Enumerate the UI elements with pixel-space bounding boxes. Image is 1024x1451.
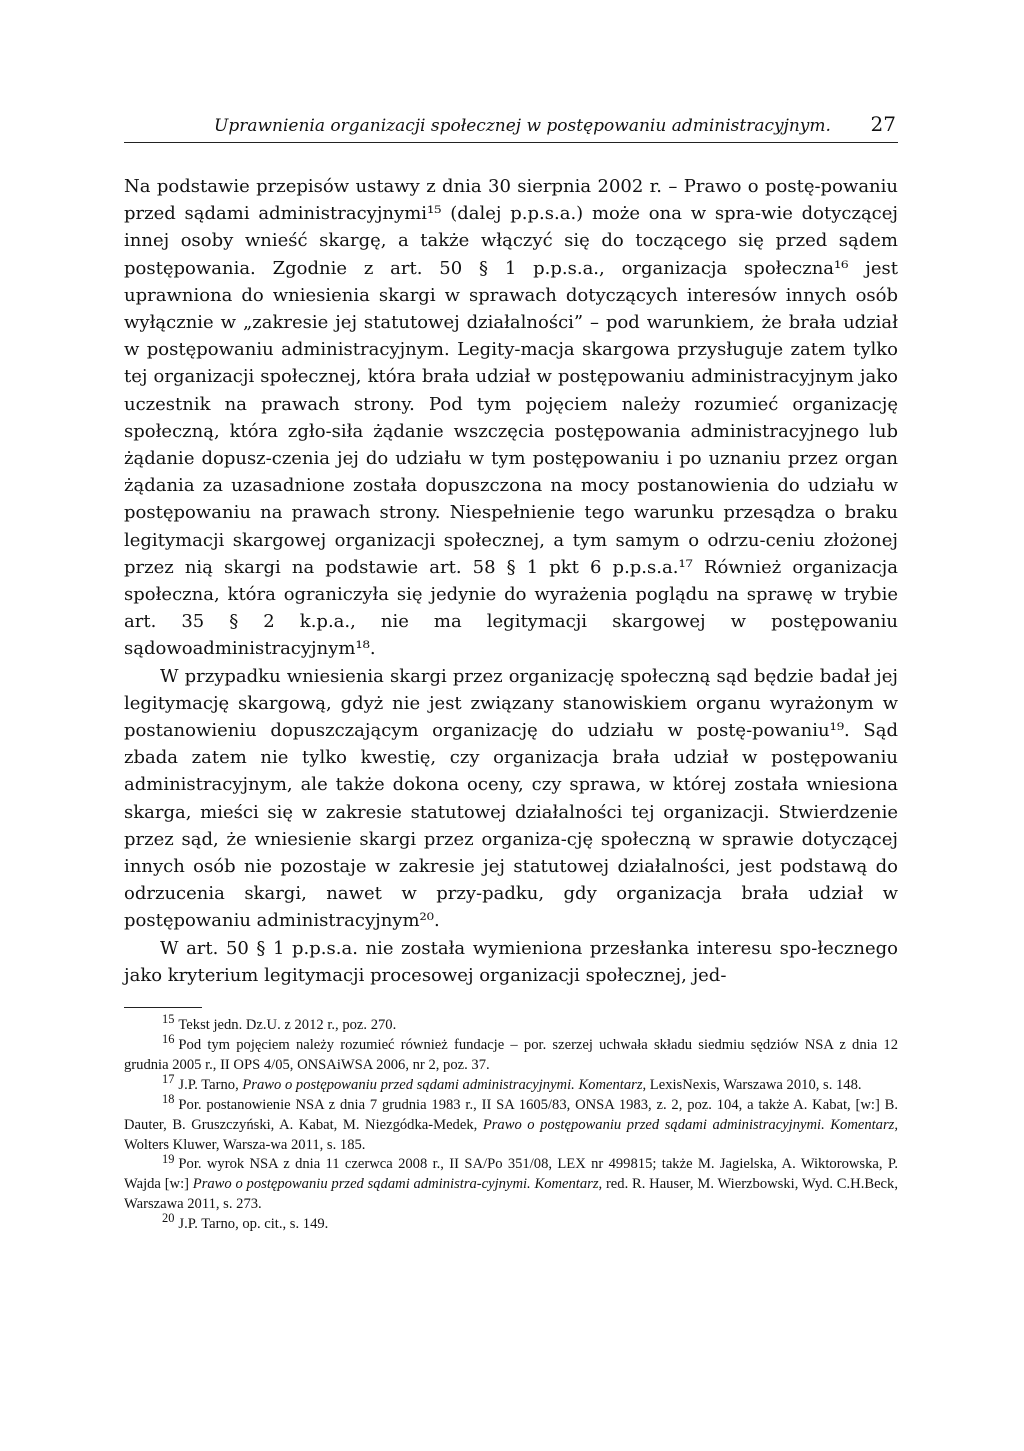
footnote-number: 18 [162,1091,175,1106]
footnote-text: Prawo o postępowaniu przed sądami administra-cyjnymi. Komentarz, [192,1176,603,1193]
page-number: 27 [870,112,896,136]
footnote [124,1211,898,1235]
footnote-text: Pod tym pojęciem należy rozumieć również fundacje – por. szerzej uchwała składu siedmiu sędziów NSA z dnia 12 grudnia 2005 r., II OPS 4/05, ONSAiWSA 2006, nr 2, poz. 37. [124,1037,898,1073]
footnote [124,1091,898,1156]
running-title: Uprawnienia organizacji społecznej w postępowaniu administracyjnym. [214,116,831,136]
paragraph-2: W przypadku wniesienia skargi przez organizację społeczną sąd będzie badał jej legitymację skargową, gdyż nie jest związany stanowiskiem organu wyrażonym w postanowieniu dopuszczającym organizację do udziału w postę-powaniu¹⁹. Sąd zbada zatem nie tylko kwestię, czy organizacja brała udział w postępowaniu administracyjnym, ale także dokona oceny, czy sprawa, w której została wniesiona skarga, mieści się w zakresie statutowej działalności tej organizacji. Stwierdzenie przez sąd, że wniesienie skargi przez organiza-cję społeczną w sprawie dotyczącej innych osób nie pozostaje w zakresie jej statutowej działalności, jest podstawą do odrzucenia skargi, nawet w przy-padku, gdy organizacja brała udział w postępowaniu administracyjnym²⁰. [124,665,898,932]
footnote [124,1032,898,1076]
footnotes [124,1012,898,1235]
footnote-number: 16 [162,1032,175,1047]
footnote-text: Por. wyrok NSA z dnia 11 czerwca 2008 r., II SA/Po 351/08, LEX nr 499815; także M. Jagielska, A. Wiktorowska, P. Wajda [w:] [124,1156,898,1193]
footnote-text: Tekst jedn. Dz.U. z 2012 r., poz. 270. [178,1017,397,1034]
footnote-separator [124,1007,202,1008]
footnote-text: J.P. Tarno, [178,1076,243,1093]
document-page [124,112,898,1235]
footnote [124,1151,898,1215]
footnote [124,1071,898,1096]
footnote-text: Wolters Kluwer, Warsza-wa 2011, s. 185. [124,1136,366,1153]
footnote-text: Prawo o postępowaniu przed sądami administracyjnymi. Komentarz, [242,1076,647,1093]
paragraph-3: W art. 50 § 1 p.p.s.a. nie została wymieniona przesłanka interesu spo-łecznego jako kryterium legitymacji procesowej organizacji społecznej, jed- [124,937,898,986]
footnote-text: Por. postanowienie NSA z dnia 7 grudnia 1983 r., II SA 1605/83, ONSA 1983, z. 2, poz. 104, a także A. Kabat, [w:] B. Dauter, B. Gruszczyński, A. Kabat, M. Niezgódka-Medek, [124,1096,898,1133]
main-text [124,173,898,989]
footnote-number: 19 [162,1151,175,1166]
footnote-number: 15 [162,1012,175,1027]
footnote-number: 17 [162,1071,175,1086]
footnote-text: Prawo o postępowaniu przed sądami administracyjnymi. Komentarz, [482,1116,898,1133]
footnote-text: LexisNexis, Warszawa 2010, s. 148. [646,1076,862,1093]
footnote-text: red. R. Hauser, M. Wierzbowski, Wyd. C.H.Beck, Warszawa 2011, s. 273. [124,1176,898,1213]
footnote-number: 20 [162,1211,175,1226]
footnote-text: J.P. Tarno, op. cit., s. 149. [178,1216,329,1233]
footnote [124,1012,898,1036]
paragraph-1: Na podstawie przepisów ustawy z dnia 30 sierpnia 2002 r. – Prawo o postę-powaniu przed sądami administracyjnymi¹⁵ (dalej p.p.s.a.) może ona w spra-wie dotyczącej innej osoby wnieść skargę, a także włączyć się do toczącego się przed sądem postępowania. Zgodnie z art. 50 § 1 p.p.s.a., organizacja społeczna¹⁶ jest uprawniona do wniesienia skargi w sprawach dotyczących interesów innych osób wyłącznie w „zakresie jej statutowej działalności” – pod warunkiem, że brała udział w postępowaniu administracyjnym. Legity-macja skargowa przysługuje zatem tylko tej organizacji społecznej, która brała udział w postępowaniu administracyjnym jako uczestnik na prawach strony. Pod tym pojęciem należy rozumieć organizację społeczną, która zgło-siła żądanie wszczęcia postępowania administracyjnego lub żądanie dopusz-czenia jej do udziału w tym postępowaniu i po uznaniu przez organ żądania za uzasadnione została dopuszczona na mocy postanowienia do udziału w postępowaniu na prawach strony. Niespełnienie tego warunku przesądza o braku legitymacji skargowej organizacji społecznej, a tym samym o odrzu-ceniu złożonej przez nią skargi na podstawie art. 58 § 1 pkt 6 p.p.s.a.¹⁷ Również organizacja społeczna, która ograniczyła się jedynie do wyrażenia poglądu na sprawę w trybie art. 35 § 2 k.p.a., nie ma legitymacji skargowej w postępowaniu sądowoadministracyjnym¹⁸. [124,176,898,660]
running-header [124,112,898,143]
